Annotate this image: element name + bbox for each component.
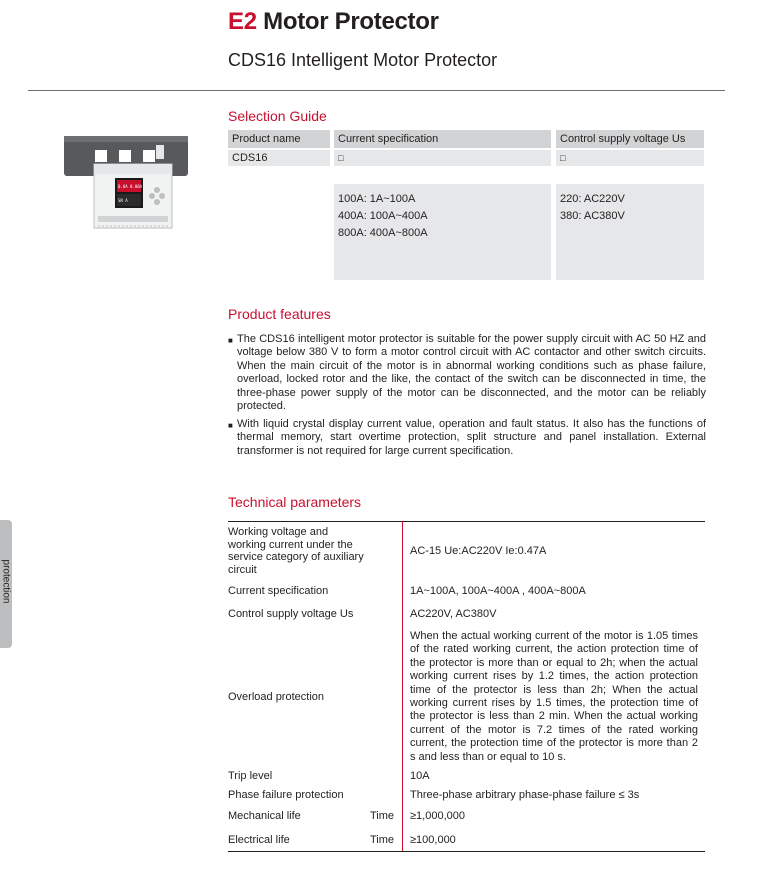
selection-guide-heading: Selection Guide — [228, 108, 327, 124]
param-value: 10A — [410, 770, 430, 782]
param-unit: Time — [370, 834, 395, 846]
current-option: 400A: 100A~400A — [338, 210, 428, 222]
voltage-placeholder: □ — [556, 150, 704, 166]
column-header-current-spec: Current specification — [334, 130, 551, 148]
feature-item — [228, 418, 706, 458]
param-value: 1A~100A, 100A~400A , 400A~800A — [410, 585, 586, 597]
header-divider — [28, 90, 725, 91]
product-name-cell: CDS16 — [228, 150, 330, 166]
feature-text: The CDS16 intelligent motor protector is suitable for the power supply circuit with AC 50 HZ and voltage below 380 V to form a motor control circuit with AC contactor and other switch circuits. When the main circuit of the motor is in abnormal working conditions such as phase failure, overload, locked rotor and the like, the contact of the switch can be disconnected in time, the three-phase power supply of the motor can be disconnected, and the motor can be reliably protected. — [237, 333, 706, 413]
current-option: 800A: 400A~800A — [338, 227, 428, 239]
title-text: Motor Protector — [263, 8, 439, 35]
current-option: 100A: 1A~100A — [338, 193, 416, 205]
voltage-option: 220: AC220V — [560, 193, 625, 205]
feature-item — [228, 333, 706, 413]
bullet-icon: ■ — [228, 421, 233, 430]
table-column-divider — [402, 521, 403, 852]
column-header-product-name: Product name — [228, 130, 330, 148]
param-value: ≥100,000 — [410, 834, 456, 846]
param-unit: Time — [370, 810, 395, 822]
param-value: Three-phase arbitrary phase-phase failure ≤ 3s — [410, 789, 640, 801]
table-bottom-rule — [228, 851, 705, 852]
current-spec-placeholder: □ — [334, 150, 551, 166]
current-options-box — [334, 184, 551, 280]
page-subtitle: CDS16 Intelligent Motor Protector — [228, 50, 498, 70]
bullet-icon: ■ — [228, 336, 233, 345]
param-label: Trip level — [228, 770, 273, 782]
title-code: E2 — [228, 8, 257, 35]
product-image — [60, 122, 190, 234]
param-label: Working voltage and working current under the service category of auxiliary circuit — [228, 526, 364, 576]
param-value: AC-15 Ue:AC220V Ie:0.47A — [410, 545, 547, 557]
voltage-options-box — [556, 184, 704, 280]
param-label: Mechanical life — [228, 810, 301, 822]
lcd-bottom-text: SN A — [118, 198, 128, 203]
technical-heading: Technical parameters — [228, 494, 362, 510]
param-value: ≥1,000,000 — [410, 810, 465, 822]
feature-text: With liquid crystal display current value, operation and fault status. It also has the functions of thermal memory, start overtime protection, split structure and panel installation. External transformer is not required for large current specification. — [237, 418, 706, 457]
features-heading: Product features — [228, 306, 331, 322]
param-value: When the actual working current of the motor is 1.05 times of the rated working current, the action protection time of the protector is more than or equal to 2h; when the actual working current rises by 1.2 times, the action protection time of the protector is less than 2h; When the actual working current rises by 1.5 times, the protection time of the protector is less than 2 min. When the actual working current of the motor is 7.2 times of the rated working current, the protection time of the protector is more than 2 s and less than or equal to 10 s. — [410, 630, 698, 763]
page-title — [228, 8, 439, 36]
param-label: Overload protection — [228, 691, 324, 703]
param-label: Phase failure protection — [228, 789, 344, 801]
side-tab-label: protection — [0, 559, 12, 604]
param-value: AC220V, AC380V — [410, 608, 497, 620]
param-label: Electrical life — [228, 834, 290, 846]
voltage-option: 380: AC380V — [560, 210, 625, 222]
column-header-voltage: Control supply voltage Us — [556, 130, 704, 148]
table-top-rule — [228, 521, 705, 522]
param-label: Current specification — [228, 585, 329, 597]
param-label: Control supply voltage Us — [228, 608, 354, 620]
lcd-top-text: 0.0A 0.00A — [118, 184, 143, 189]
